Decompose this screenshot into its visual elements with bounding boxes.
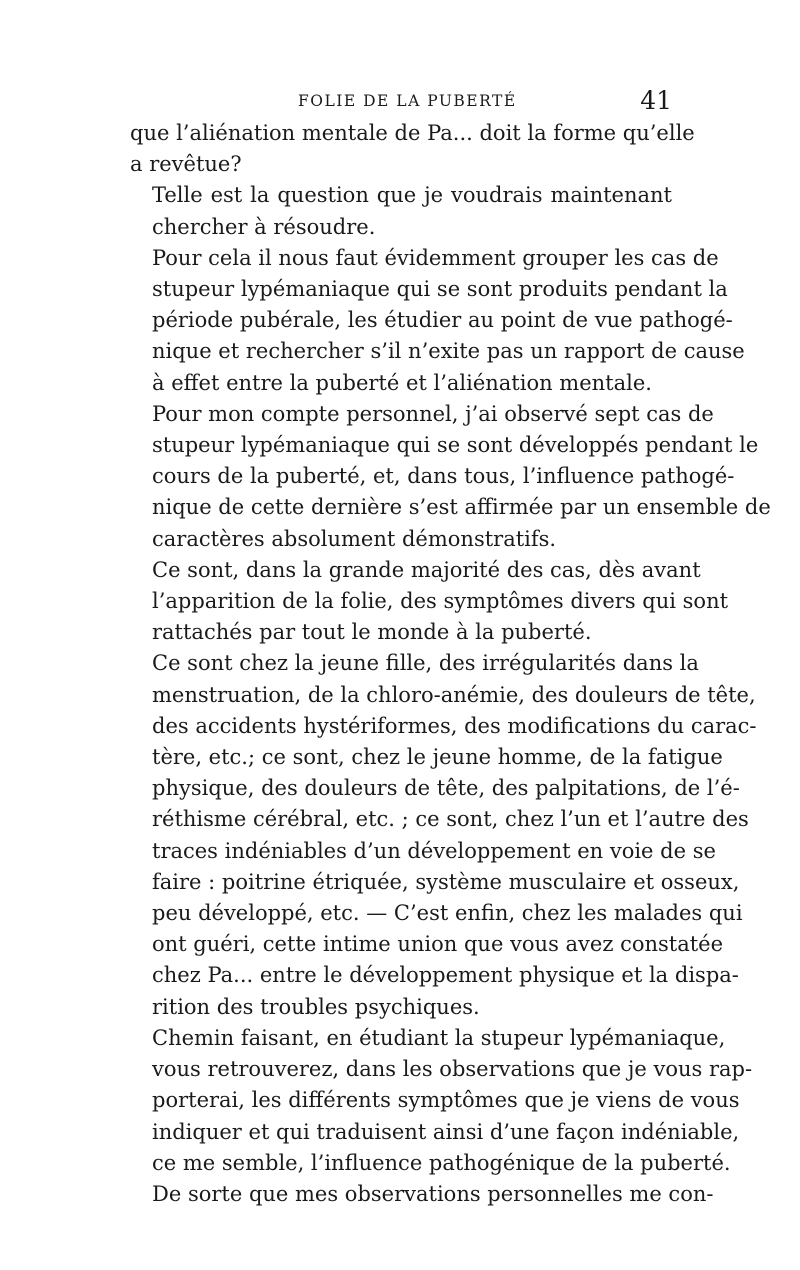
text-line: ce me semble, l’influence pathogénique de la puberté. (152, 1150, 731, 1175)
text-line: a revêtue? (130, 152, 242, 177)
text-line: cours de la puberté, et, dans tous, l’influence pathogé- (152, 464, 735, 489)
text-line: Telle est la question que je voudrais maintenant (152, 183, 672, 208)
text-line: ont guéri, cette intime union que vous avez constatée (152, 932, 724, 957)
paragraph (130, 118, 695, 180)
text-line: menstruation, de la chloro-anémie, des douleurs de tête, (152, 682, 756, 707)
text-line: Ce sont, dans la grande majorité des cas, dès avant (152, 557, 701, 582)
text-line: peu développé, etc. — C’est enfin, chez les malades qui (152, 901, 743, 926)
paragraph (130, 555, 729, 649)
body-text (130, 118, 771, 1210)
text-line: que l’aliénation mentale de Pa... doit la forme qu’elle (130, 121, 695, 145)
text-line: De sorte que mes observations personnelles me con- (152, 1181, 714, 1206)
text-line: chez Pa... entre le développement physique et la dispa- (152, 963, 739, 988)
paragraph (130, 399, 771, 555)
paragraph (130, 243, 745, 399)
running-title: FOLIE DE LA PUBERTÉ (298, 92, 517, 110)
text-line: l’apparition de la folie, des symptômes divers qui sont (152, 589, 729, 614)
text-line: Pour mon compte personnel, j’ai observé sept cas de (152, 401, 714, 426)
text-line: chercher à résoudre. (152, 214, 376, 239)
text-line: tère, etc.; ce sont, chez le jeune homme, de la fatigue (152, 745, 723, 770)
paragraph (130, 648, 757, 1022)
text-line: traces indéniables d’un développement en voie de se (152, 838, 716, 863)
text-line: Ce sont chez la jeune fille, des irrégularités dans la (152, 651, 699, 676)
text-line: porterai, les différents symptômes que je viens de vous (152, 1088, 740, 1113)
text-line: caractères absolument démonstratifs. (152, 526, 557, 551)
text-line: période pubérale, les étudier au point de vue pathogé- (152, 308, 733, 333)
running-head (130, 88, 672, 118)
text-line: Pour cela il nous faut évidemment grouper les cas de (152, 245, 719, 270)
text-line: à effet entre la puberté et l’aliénation mentale. (152, 370, 652, 395)
text-line: des accidents hystériformes, des modifications du carac- (152, 713, 757, 738)
text-line: rition des troubles psychiques. (152, 994, 480, 1019)
text-line: physique, des douleurs de tête, des palpitations, de l’é- (152, 776, 740, 801)
text-line: faire : poitrine étriquée, système musculaire et osseux, (152, 869, 740, 894)
text-line: Chemin faisant, en étudiant la stupeur lypémaniaque, (152, 1025, 726, 1050)
page-number: 41 (640, 86, 672, 115)
text-line: stupeur lypémaniaque qui se sont développés pendant le (152, 433, 759, 458)
paragraph (130, 1023, 753, 1210)
text-line: rattachés par tout le monde à la puberté. (152, 620, 592, 645)
text-line: stupeur lypémaniaque qui se sont produits pendant la (152, 277, 728, 302)
text-line: nique et rechercher s’il n’exite pas un rapport de cause (152, 339, 745, 364)
text-line: indiquer et qui traduisent ainsi d’une façon indéniable, (152, 1119, 740, 1144)
text-line: vous retrouverez, dans les observations que je vous rap- (152, 1057, 753, 1082)
text-line: réthisme cérébral, etc. ; ce sont, chez l’un et l’autre des (152, 807, 749, 832)
book-page (130, 86, 771, 1210)
paragraph (130, 180, 672, 242)
text-line: nique de cette dernière s’est affirmée par un ensemble de (152, 495, 771, 520)
